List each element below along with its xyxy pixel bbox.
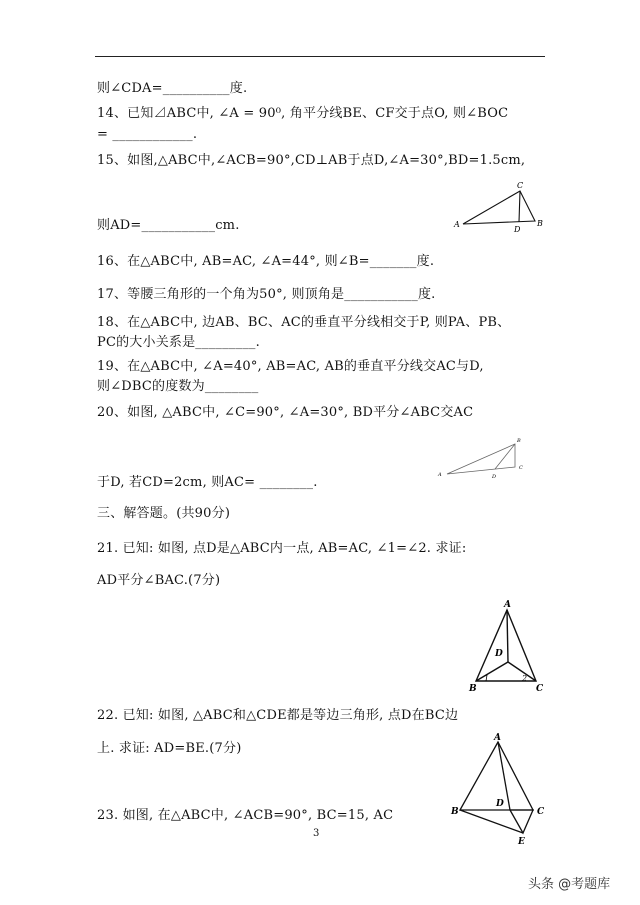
q20-label-D: D [492,474,497,480]
q15-label-B: B [537,219,543,228]
q22-label-D: D [496,799,504,809]
q14-line1: 14、已知⊿ABC中, ∠A = 90⁰, 角平分线BE、CF交于点O, 则∠BOC [97,106,509,121]
q20-line1: 20、如图, △ABC中, ∠C=90°, ∠A=30°, BD平分∠ABC交AC [97,405,474,420]
q18-line1: 18、在△ABC中, 边AB、BC、AC的垂直平分线相交于P, 则PA、PB、 [97,315,511,330]
q20-figure [435,436,535,486]
q15-altitude [519,191,520,222]
q22-BE [460,810,523,833]
q21-triangle [476,610,536,681]
q21-label-B: B [469,684,477,694]
q21-figure [465,596,555,696]
section-3-heading: 三、解答题。(共90分) [97,506,231,521]
q20-line2: 于D, 若CD=2cm, 则AC= ________. [97,475,318,490]
q21-line1: 21. 已知: 如图, 点D是△ABC内一点, AB=AC, ∠1=∠2. 求证: [97,541,467,556]
q23-line1: 23. 如图, 在△ABC中, ∠ACB=90°, BC=15, AC [97,808,394,823]
q15-triangle [463,191,535,224]
q17: 17、等腰三角形的一个角为50°, 则顶角是___________度. [97,287,436,302]
q19-line2: 则∠DBC的度数为________ [97,379,259,394]
q20-label-A: A [438,472,442,478]
q22-label-C: C [537,807,545,817]
q15-figure [450,180,550,235]
q15-label-A: A [454,220,460,229]
q21-label-2: 2 [522,674,528,683]
watermark: 头条 @考题库 [528,877,611,892]
q15-label-C: C [517,181,524,190]
q15-line2: 则AD=___________cm. [97,218,240,233]
q21-line2: AD平分∠BAC.(7分) [97,573,221,588]
q22-label-A: A [494,733,501,743]
header-rule [95,56,545,57]
q22-figure [448,730,553,850]
q21-label-A: A [504,600,511,610]
q14-line2: = ____________. [97,127,198,142]
q18-line2: PC的大小关系是_________. [97,335,260,350]
q22-label-B: B [451,807,459,817]
q21-AD [507,610,508,662]
q13-tail: 则∠CDA=__________度. [97,81,248,96]
q22-line1: 22. 已知: 如图, △ABC和△CDE都是等边三角形, 点D在BC边 [97,708,459,723]
q20-triangle [447,444,515,474]
q20-bisector [495,444,515,469]
page-number: 3 [313,828,320,839]
q16: 16、在△ABC中, AB=AC, ∠A=44°, 则∠B=_______度. [97,254,435,269]
q21-label-1: 1 [484,674,490,683]
q20-label-C: C [519,465,523,471]
q20-label-B: B [517,438,521,444]
q15-label-D: D [514,225,521,234]
q22-label-E: E [518,837,525,847]
q19-line1: 19、在△ABC中, ∠A=40°, AB=AC, AB的垂直平分线交AC与D, [97,359,484,374]
q21-label-D: D [495,649,503,659]
q22-line2: 上. 求证: AD=BE.(7分) [97,741,242,756]
q21-label-C: C [536,684,544,694]
q15-line1: 15、如图,△ABC中,∠ACB=90°,CD⊥AB于点D,∠A=30°,BD=1.5cm, [97,153,526,168]
